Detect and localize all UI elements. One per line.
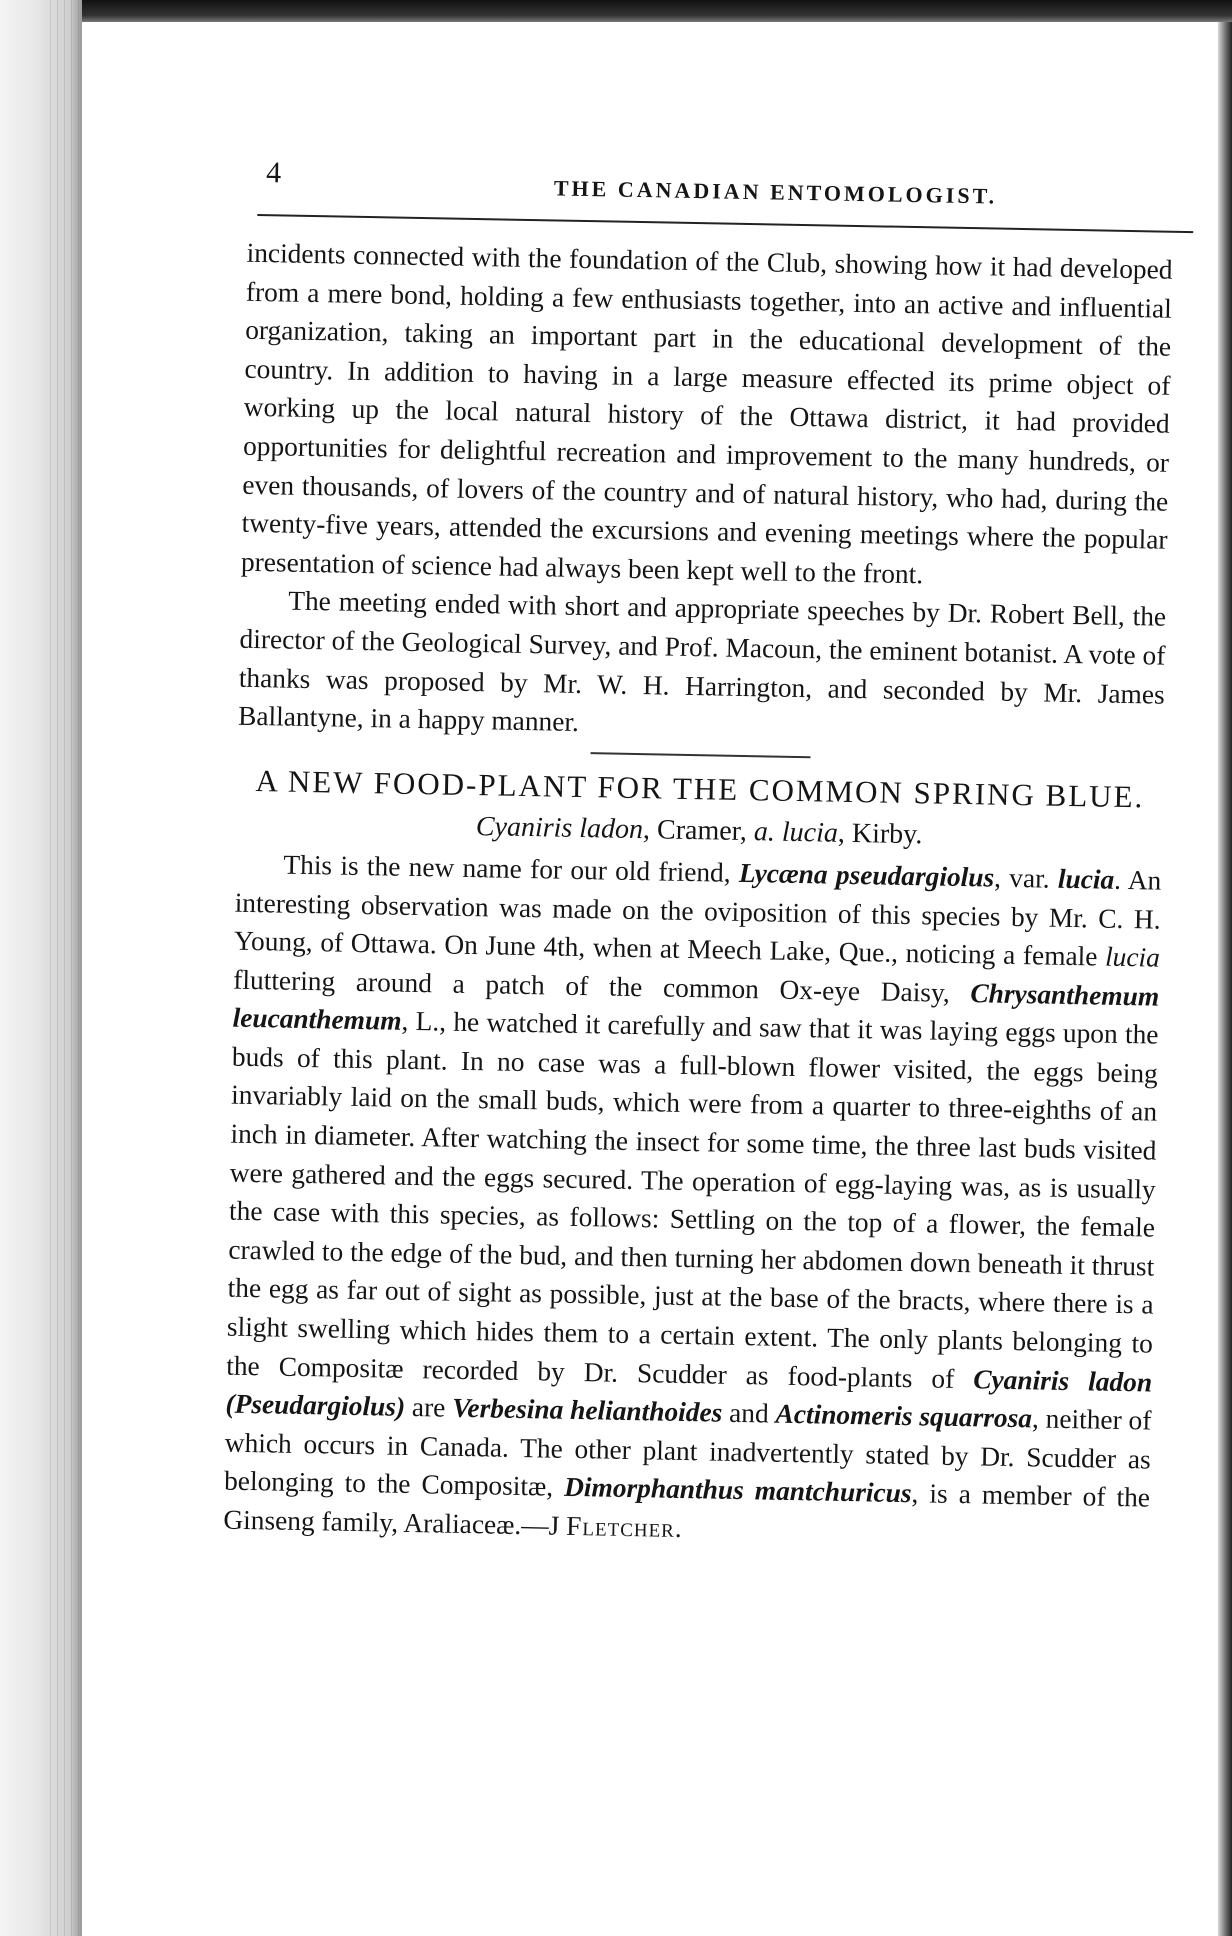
text-run: and bbox=[722, 1397, 776, 1429]
header-rule bbox=[257, 214, 1193, 233]
species-name: Cyaniris ladon bbox=[475, 811, 644, 846]
section-divider bbox=[591, 752, 811, 758]
taxon-name: Chrysanthemum leucanthemum bbox=[232, 977, 1160, 1037]
scan-top-edge bbox=[82, 0, 1232, 22]
journal-title: THE CANADIAN ENTOMOLOGIST. bbox=[553, 175, 998, 209]
text-run: fluttering around a patch of the common Ox-eye Daisy, bbox=[233, 964, 971, 1008]
running-head bbox=[208, 141, 1195, 221]
paragraph-meeting-end: The meeting ended with short and appropriate speeches by Dr. Robert Bell, the director of the Geological Survey, and Prof. Macoun, the eminent botanist. A vote of thanks was proposed by Mr. W. H. Harrington, and seconded by Mr. James Ballantyne, in a happy manner. bbox=[237, 585, 1167, 738]
taxon-name: Verbesina helianthoides bbox=[451, 1392, 723, 1428]
page-number: 4 bbox=[265, 156, 282, 190]
text-run: , neither of which occurs in Canada. The other plant inadvertently stated by Dr. Scudder as belonging to the Compositæ, bbox=[223, 1403, 1152, 1503]
taxon-name: Dimorphanthus mantchuricus bbox=[563, 1472, 912, 1509]
species-author-1: , Cramer, bbox=[642, 814, 755, 848]
document-page bbox=[177, 141, 1194, 1879]
body-text bbox=[223, 234, 1173, 1556]
author-signature: Fletcher. bbox=[565, 1510, 684, 1543]
taxon-name: Lycæna pseudargiolus bbox=[738, 857, 995, 893]
page-edge-lines bbox=[44, 0, 84, 1936]
text-run: , is a member of the Ginseng family, Araliaceæ.—J bbox=[223, 1478, 1151, 1541]
species-variety: a. lucia bbox=[753, 816, 839, 850]
text-run: . An interesting observation was made on the oviposition of this species by Mr. C. H. Young, of Ottawa. On June 4th, when at Meech Lake, Que., noticing a female bbox=[233, 864, 1162, 972]
paragraph-club-history: incidents connected with the foundation of the Club, showing how it had developed from a mere bond, holding a few enthusiasts together, into an active and influential organization, taking an important part in the educational development of the country. In addition to having in a large measure effected its prime object of working up the local natural history of the Ottawa district, it had provided opportunities for delightful recreation and improvement to the many hundreds, or even thousands, of lovers of the country and of natural history, who had, during the twenty-five years, attended the excursions and evening meetings where the popular presentation of science had always been kept well to the front. bbox=[240, 237, 1173, 589]
taxon-name: lucia bbox=[1057, 863, 1115, 895]
article-paragraph bbox=[223, 845, 1162, 1557]
text-run: This is the new name for our old friend, bbox=[283, 849, 740, 888]
taxon-name: Actinomeris squarrosa bbox=[775, 1398, 1033, 1434]
article-title: A NEW FOOD-PLANT FOR THE COMMON SPRING BLUE. bbox=[255, 762, 1145, 815]
scan-right-edge bbox=[1218, 22, 1232, 1936]
taxon-name: lucia bbox=[1104, 941, 1161, 973]
text-run: , L., he watched it carefully and saw that it was laying eggs upon the buds of this plant. In no case was a full-blown flower visited, the eggs being invariably laid on the small buds, which were from a quarter to three-eighths of an inch in diameter. After watching the insect for some time, the three last buds visited were gathered and the eggs secured. The operation of egg-laying was, as is usually the case with this species, as follows: Settling on the top of a flower, the female crawled to the edge of the bud, and then turning her abdomen down beneath it thrust the egg as far out of sight as possible, just at the base of the bracts, where there is a slight swelling which hides them to a certain extent. The only plants belonging to the Compositæ recorded by Dr. Scudder as food-plants of bbox=[225, 1006, 1159, 1394]
text-run: , var. bbox=[993, 862, 1059, 894]
species-author-2: , Kirby. bbox=[837, 818, 923, 851]
taxon-name: Cyaniris ladon (Pseudargiolus) bbox=[225, 1363, 1153, 1423]
text-run: are bbox=[404, 1392, 453, 1423]
